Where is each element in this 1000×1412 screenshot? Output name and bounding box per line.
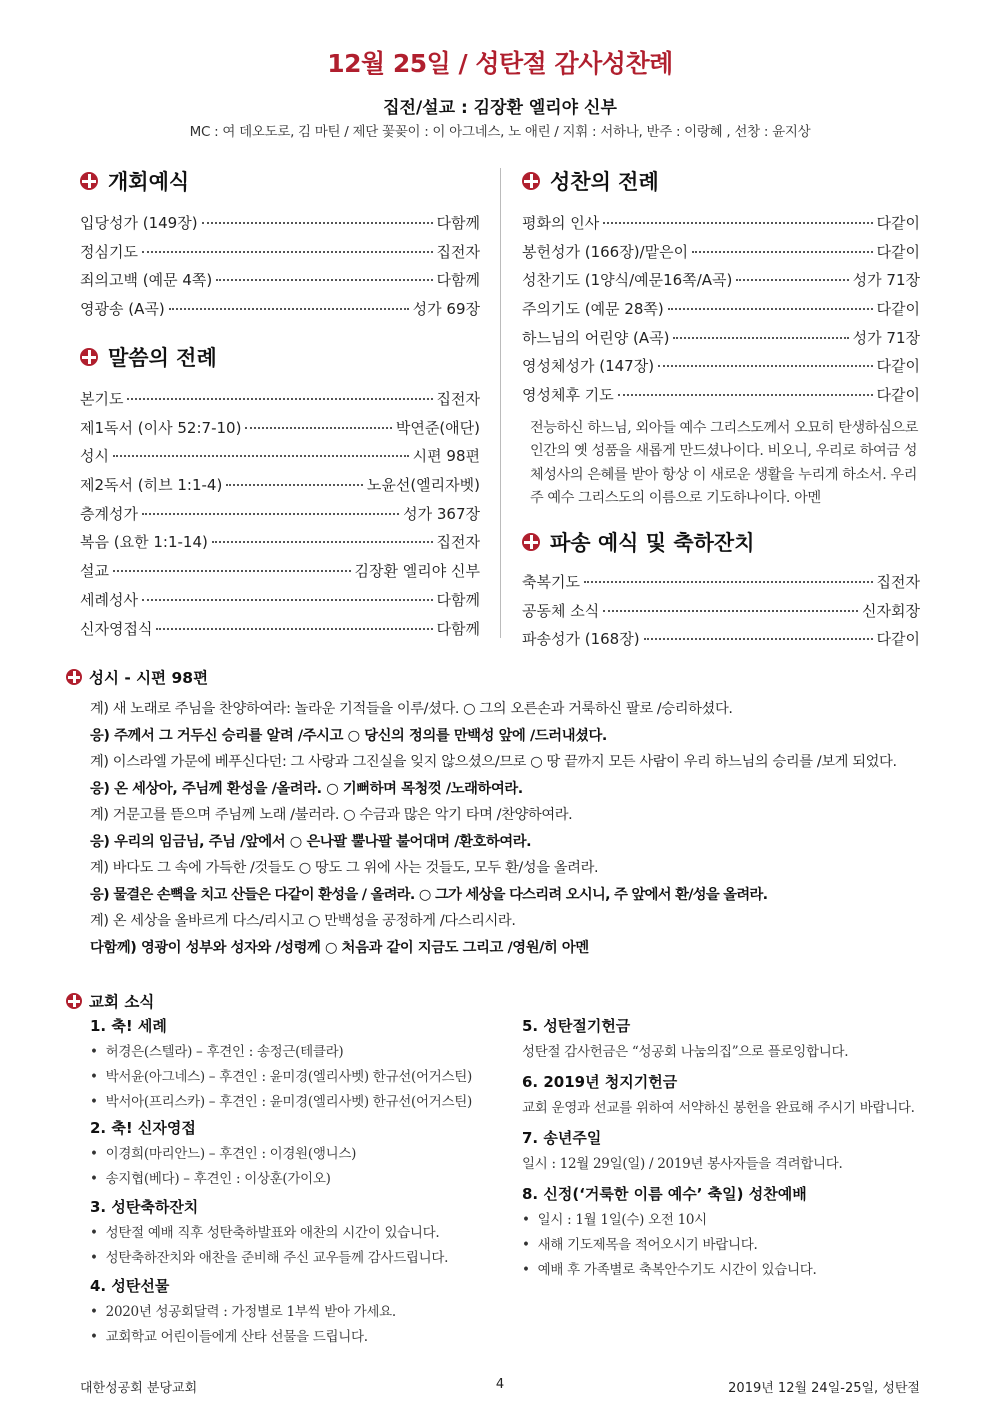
liturgy-item-label: 하느님의 어린양 (A곡) xyxy=(522,328,670,347)
liturgy-row xyxy=(522,298,920,327)
psalm-line: 응) 우리의 임금님, 주님 /앞에서 ○ 은나팔 뿔나팔 불어대며 /환호하여라. xyxy=(90,833,532,850)
dot-leader xyxy=(673,337,848,339)
news-bullet: • 박서아(프리스카) – 후견인 : 윤미경(엘리사벳) 한규선(어거스틴) xyxy=(90,1090,500,1115)
liturgy-row xyxy=(80,474,480,503)
news-section xyxy=(66,990,946,1012)
liturgy-row xyxy=(522,212,920,241)
dot-leader xyxy=(113,570,351,572)
dot-leader xyxy=(692,251,872,253)
psalm-heading xyxy=(66,666,946,688)
news-item-title: 5. 성탄절기헌금 xyxy=(522,1017,631,1035)
liturgy-row xyxy=(522,327,920,356)
eucharist-section xyxy=(522,166,920,511)
eucharist-heading xyxy=(522,166,920,196)
cross-icon xyxy=(80,348,98,366)
page-title: 12월 25일 / 성탄절 감사성찬례 xyxy=(327,49,673,78)
psalm-line: 응) 주께서 그 거두신 승리를 알려 /주시고 ○ 당신의 정의를 만백성 앞에 /드러내셨다. xyxy=(90,727,607,744)
liturgy-item-value: 시편 98편 xyxy=(412,447,480,466)
dot-leader xyxy=(584,581,873,583)
liturgy-row xyxy=(80,618,480,647)
dot-leader xyxy=(156,628,432,630)
liturgy-item-value: 다함께 xyxy=(436,271,480,290)
psalm-line: 계) 새 노래로 주님을 찬양하여라: 놀라운 기적들을 이루/셨다. ○ 그의 오른손과 거룩하신 팔로 /승리하셨다. xyxy=(90,701,733,717)
psalm-line: 계) 이스라엘 가문에 베푸신다던: 그 사랑과 그진실을 잊지 않으셨으/므로 ○ 땅 끝까지 모든 사람이 우리 하느님의 승리를 /보게 되었다. xyxy=(90,754,897,770)
dot-leader xyxy=(245,427,391,429)
post-communion-prayer: 전능하신 하느님, 외아들 예수 그리스도께서 오묘히 탄생하심으로 인간의 옛 성품을 새롭게 만드셨나이다. 비오니, 우리로 하여금 성체성사의 은혜를 받아 항상 이 새로운 생활을 누리게 하소서. 우리 주 예수 그리스도의 이름으로 기도하나이다. 아멘 xyxy=(530,419,919,507)
footer-date: 2019년 12월 24일-25일, 성탄절 xyxy=(728,1381,920,1396)
news-item-title: 8. 신정(‘거룩한 이름 예수’ 축일) 성찬예배 xyxy=(522,1185,807,1203)
liturgy-item-label: 입당성가 (149장) xyxy=(80,214,198,232)
dot-leader xyxy=(142,599,433,601)
cross-icon xyxy=(522,533,540,551)
news-right-column xyxy=(522,1013,932,1283)
liturgy-item-label: 공동체 소식 xyxy=(522,601,600,620)
liturgy-item-value: 다같이 xyxy=(876,630,920,649)
word-heading xyxy=(80,342,480,372)
cross-icon xyxy=(522,172,540,190)
news-bullet: • 이경희(마리안느) – 후견인 : 이경원(앵니스) xyxy=(90,1142,500,1167)
liturgy-item-value: 신자회장 xyxy=(862,601,920,620)
word-title: 말씀의 전례 xyxy=(108,346,217,370)
news-bullet: • 일시 : 1월 1일(수) 오전 10시 xyxy=(522,1208,932,1233)
liturgy-row xyxy=(522,600,920,629)
liturgy-item-value: 다같이 xyxy=(876,357,920,376)
opening-heading xyxy=(80,166,480,196)
liturgy-row xyxy=(522,628,920,657)
psalm-line: 다함께) 영광이 성부와 성자와 /성령께 ○ 처음과 같이 지금도 그리고 /영원/히 아멘 xyxy=(90,939,589,956)
news-item-title: 3. 성탄축하잔치 xyxy=(90,1198,199,1216)
liturgy-item-value: 성가 71장 xyxy=(852,271,920,290)
dot-leader xyxy=(603,610,858,612)
liturgy-row xyxy=(80,269,480,298)
eucharist-list xyxy=(522,212,920,413)
liturgy-item-label: 봉헌성가 (166장)/맡은이 xyxy=(522,242,689,261)
news-bullet: • 허경은(스텔라) – 후견인 : 송정근(테클라) xyxy=(90,1040,500,1065)
news-title: 교회 소식 xyxy=(89,993,155,1011)
dot-leader xyxy=(142,513,399,515)
liturgy-item-label: 죄의고백 (예문 4쪽) xyxy=(80,271,213,290)
dot-leader xyxy=(113,455,409,457)
cross-icon xyxy=(80,172,98,190)
footer-page-number: 4 xyxy=(495,1377,505,1392)
liturgy-item-value: 다함께 xyxy=(436,214,480,232)
dot-leader xyxy=(736,279,848,281)
liturgy-item-value: 성가 71장 xyxy=(852,328,920,347)
liturgy-item-value: 다같이 xyxy=(876,242,920,261)
news-text: 교회 운영과 선교를 위하여 서약하신 봉헌을 완료해 주시기 바랍니다. xyxy=(522,1100,915,1116)
liturgy-item-label: 신자영접식 xyxy=(80,619,153,638)
liturgy-item-label: 설교 xyxy=(80,562,109,581)
dot-leader xyxy=(603,222,872,224)
liturgy-row xyxy=(522,384,920,413)
liturgy-item-value: 집전자 xyxy=(876,573,920,591)
liturgy-item-value: 집전자 xyxy=(436,390,480,408)
dismissal-section xyxy=(522,527,920,657)
liturgy-item-label: 파송성가 (168장) xyxy=(522,630,640,649)
liturgy-item-value: 다함께 xyxy=(436,590,480,609)
liturgy-item-label: 제2독서 (히브 1:1-4) xyxy=(80,476,223,495)
liturgy-row xyxy=(80,241,480,270)
dot-leader xyxy=(127,398,432,400)
news-item-title: 7. 송년주일 xyxy=(522,1129,602,1147)
news-bullet: • 박서윤(아그네스) – 후견인 : 윤미경(엘리사벳) 한규선(어거스틴) xyxy=(90,1065,500,1090)
liturgy-item-label: 영광송 (A곡) xyxy=(80,300,165,319)
dot-leader xyxy=(226,484,363,486)
psalm-line: 계) 거문고를 뜯으며 주님께 노래 /불러라. ○ 수금과 많은 악기 타며 /찬양하여라. xyxy=(90,807,573,823)
liturgy-row xyxy=(80,298,480,327)
news-bullet: • 성탄축하잔치와 애찬을 준비해 주신 교우들께 감사드립니다. xyxy=(90,1246,500,1271)
liturgy-item-value: 집전자 xyxy=(436,533,480,552)
liturgy-item-value: 박연준(애단) xyxy=(395,418,480,437)
liturgy-item-label: 세례성사 xyxy=(80,590,138,609)
liturgy-item-label: 주의기도 (예문 28쪽) xyxy=(522,300,664,319)
liturgy-item-label: 층계성가 xyxy=(80,504,138,523)
psalm-lines xyxy=(90,696,938,961)
news-bullet: • 송지협(베다) – 후견인 : 이상훈(가이오) xyxy=(90,1167,500,1192)
liturgy-row xyxy=(522,269,920,298)
dismissal-list xyxy=(522,571,920,657)
liturgy-row xyxy=(80,445,480,474)
opening-list xyxy=(80,212,480,327)
news-item-title: 1. 축! 세례 xyxy=(90,1017,167,1035)
column-divider xyxy=(500,168,501,638)
news-text: 일시 : 12월 29일(일) / 2019년 봉사자들을 격려합니다. xyxy=(522,1156,843,1172)
liturgy-row xyxy=(80,388,480,417)
liturgy-row xyxy=(80,589,480,618)
cross-icon xyxy=(66,993,82,1009)
dot-leader xyxy=(142,251,433,253)
news-item-title: 2. 축! 신자영접 xyxy=(90,1119,196,1137)
liturgy-item-value: 성가 367장 xyxy=(403,504,480,523)
opening-section xyxy=(80,166,480,327)
dot-leader xyxy=(202,222,433,224)
staff-line: MC : 여 데오도로, 김 마틴 / 제단 꽃꽂이 : 이 아그네스, 노 애린 / 지휘 : 서하나, 반주 : 이랑혜 , 선창 : 윤지상 xyxy=(189,124,811,140)
dot-leader xyxy=(658,365,872,367)
dot-leader xyxy=(212,541,433,543)
liturgy-row xyxy=(522,241,920,270)
liturgy-item-label: 본기도 xyxy=(80,390,124,408)
liturgy-item-label: 영성체성가 (147장) xyxy=(522,357,655,376)
liturgy-row xyxy=(80,531,480,560)
dot-leader xyxy=(216,279,432,281)
news-bullet: • 2020년 성공회달력 : 가정별로 1부씩 받아 가세요. xyxy=(90,1300,500,1325)
eucharist-title: 성찬의 전례 xyxy=(550,170,659,194)
liturgy-item-label: 성시 xyxy=(80,447,109,466)
news-item-title: 6. 2019년 청지기헌금 xyxy=(522,1073,678,1091)
liturgy-item-label: 정심기도 xyxy=(80,242,138,261)
word-list xyxy=(80,388,480,646)
news-bullet: • 교회학교 어린이들에게 산타 선물을 드립니다. xyxy=(90,1325,500,1350)
liturgy-item-value: 다같이 xyxy=(876,386,920,405)
dot-leader xyxy=(169,308,409,310)
liturgy-row xyxy=(80,212,480,241)
dot-leader xyxy=(618,394,873,396)
liturgy-item-value: 노윤선(엘리자벳) xyxy=(366,476,480,495)
liturgy-item-value: 다같이 xyxy=(876,300,920,319)
liturgy-row xyxy=(80,503,480,532)
cross-icon xyxy=(66,669,82,685)
liturgy-item-label: 축복기도 xyxy=(522,573,580,591)
liturgy-item-label: 영성체후 기도 xyxy=(522,386,614,405)
dot-leader xyxy=(668,308,873,310)
footer-church: 대한성공회 분당교회 xyxy=(80,1381,198,1396)
news-text: 성탄절 감사헌금은 “성공회 나눔의집”으로 플로잉합니다. xyxy=(522,1044,849,1060)
liturgy-item-label: 평화의 인사 xyxy=(522,214,600,232)
news-heading xyxy=(66,990,946,1012)
liturgy-item-value: 성가 69장 xyxy=(412,300,480,319)
preacher-line: 집전/설교 : 김장환 엘리야 신부 xyxy=(383,98,617,118)
liturgy-row xyxy=(522,571,920,600)
dismissal-heading xyxy=(522,527,920,557)
psalm-line: 응) 온 세상아, 주님께 환성을 /올려라. ○ 기뻐하며 목청껏 /노래하여라. xyxy=(90,780,523,797)
news-left-column xyxy=(90,1013,500,1350)
liturgy-item-value: 김장환 엘리야 신부 xyxy=(354,562,480,581)
psalm-section xyxy=(66,666,946,961)
opening-title: 개회예식 xyxy=(108,170,190,194)
liturgy-item-value: 다같이 xyxy=(876,214,920,232)
word-section xyxy=(80,342,480,646)
news-item-title: 4. 성탄선물 xyxy=(90,1277,170,1295)
dot-leader xyxy=(644,638,873,640)
news-bullet: • 새해 기도제목을 적어오시기 바랍니다. xyxy=(522,1233,932,1258)
news-bullet: • 성탄절 예배 직후 성탄축하발표와 애찬의 시간이 있습니다. xyxy=(90,1221,500,1246)
news-bullet: • 예배 후 가족별로 축복안수기도 시간이 있습니다. xyxy=(522,1258,932,1283)
psalm-line: 계) 온 세상을 올바르게 다스/리시고 ○ 만백성을 공정하게 /다스리시라. xyxy=(90,913,516,929)
liturgy-item-value: 집전자 xyxy=(436,242,480,261)
liturgy-row xyxy=(80,560,480,589)
dismissal-title: 파송 예식 및 축하잔치 xyxy=(550,531,755,555)
liturgy-row xyxy=(80,417,480,446)
psalm-line: 계) 바다도 그 속에 가득한 /것들도 ○ 땅도 그 위에 사는 것들도, 모두 환/성을 올려라. xyxy=(90,860,599,876)
liturgy-item-value: 다함께 xyxy=(436,619,480,638)
psalm-line: 응) 물결은 손뼉을 치고 산들은 다같이 환성을 / 올려라. ○ 그가 세상을 다스리려 오시니, 주 앞에서 환/성을 올려라. xyxy=(90,886,768,903)
liturgy-item-label: 제1독서 (이사 52:7-10) xyxy=(80,418,242,437)
liturgy-item-label: 성찬기도 (1양식/예문16쪽/A곡) xyxy=(522,271,733,290)
liturgy-row xyxy=(522,355,920,384)
liturgy-item-label: 복음 (요한 1:1-14) xyxy=(80,533,208,552)
psalm-title: 성시 - 시편 98편 xyxy=(89,669,209,687)
